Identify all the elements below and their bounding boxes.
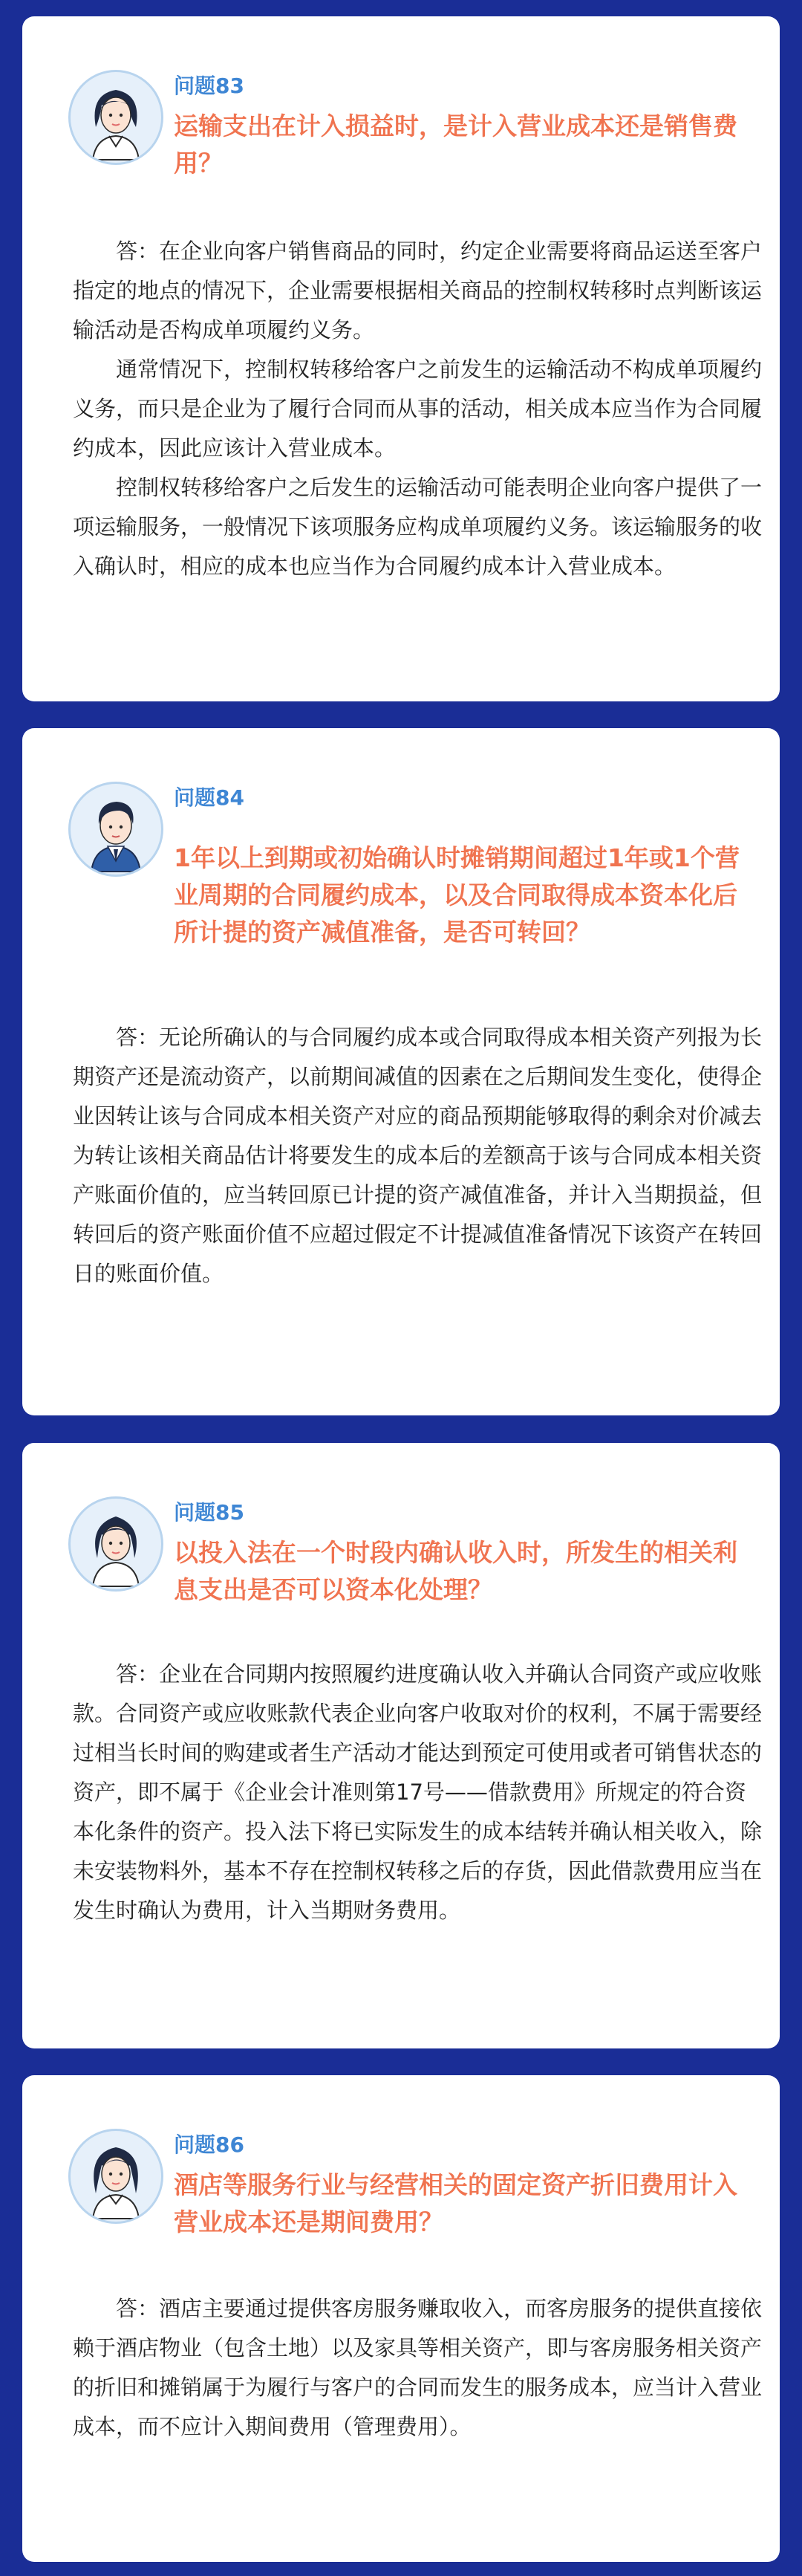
answer-paragraph: 答：在企业向客户销售商品的同时，约定企业需要将商品运送至客户指定的地点的情况下，企业需要根据相关商品的控制权转移时点判断该运输活动是否构成单项履约义务。 (73, 239, 763, 343)
question-title: 1年以上到期或初始确认时摊销期间超过1年或1个营业周期的合同履约成本，以及合同取得成本资本化后所计提的资产减值准备，是否可转回？ (174, 843, 740, 947)
question-number: 问题83 (174, 74, 244, 98)
qa-card (22, 728, 780, 1415)
qa-card (22, 16, 780, 701)
man-avatar-icon (68, 782, 163, 877)
question-title: 以投入法在一个时段内确认收入时，所发生的相关利息支出是否可以资本化处理？ (174, 1538, 737, 1604)
question-number: 问题84 (174, 785, 244, 810)
answer-paragraph: 答：无论所确认的与合同履约成本或合同取得成本相关资产列报为长期资产还是流动资产，以前期间减值的因素在之后期间发生变化，使得企业因转让该与合同成本相关资产对应的商品预期能够取得的剩余对价减去为转让该相关商品估计将要发生的成本后的差额高于该与合同成本相关资产账面价值的，应当转回原已计提的资产减值准备，并计入当期损益，但转回后的资产账面价值不应超过假定不计提减值准备情况下该资产在转回日的账面价值。 (73, 1025, 763, 1286)
answer-body (73, 232, 762, 586)
woman-avatar-icon (68, 2129, 163, 2224)
woman-avatar-icon (68, 70, 163, 165)
question-number: 问题86 (174, 2132, 244, 2157)
question-number: 问题85 (174, 1500, 244, 1525)
qa-card (22, 2075, 780, 2562)
answer-body (73, 1018, 762, 1294)
question-title: 酒店等服务行业与经营相关的固定资产折旧费用计入营业成本还是期间费用？ (174, 2170, 737, 2236)
answer-body (73, 2289, 762, 2447)
answer-paragraph: 通常情况下，控制权转移给客户之前发生的运输活动不构成单项履约义务，而只是企业为了履行合同而从事的活动，相关成本应当作为合同履约成本，因此应该计入营业成本。 (73, 357, 763, 461)
answer-body (73, 1655, 762, 1930)
woman-avatar-icon (68, 1496, 163, 1592)
qa-card (22, 1443, 780, 2048)
answer-paragraph: 答：酒店主要通过提供客房服务赚取收入，而客房服务的提供直接依赖于酒店物业（包含土地）以及家具等相关资产，即与客房服务相关资产的折旧和摊销属于为履行与客户的合同而发生的服务成本，应当计入营业成本，而不应计入期间费用（管理费用）。 (73, 2296, 763, 2439)
answer-paragraph: 答：企业在合同期内按照履约进度确认收入并确认合同资产或应收账款。合同资产或应收账款代表企业向客户收取对价的权利，不属于需要经过相当长时间的购建或者生产活动才能达到预定可使用或者可销售状态的资产，即不属于《企业会计准则第17号——借款费用》所规定的符合资本化条件的资产。投入法下将已实际发生的成本结转并确认相关收入，除未安装物料外，基本不存在控制权转移之后的存货，因此借款费用应当在发生时确认为费用，计入当期财务费用。 (73, 1661, 763, 1923)
question-title: 运输支出在计入损益时，是计入营业成本还是销售费用？ (174, 111, 737, 178)
answer-paragraph: 控制权转移给客户之后发生的运输活动可能表明企业向客户提供了一项运输服务，一般情况下该项服务应构成单项履约义务。该运输服务的收入确认时，相应的成本也应当作为合同履约成本计入营业成本。 (73, 475, 763, 579)
